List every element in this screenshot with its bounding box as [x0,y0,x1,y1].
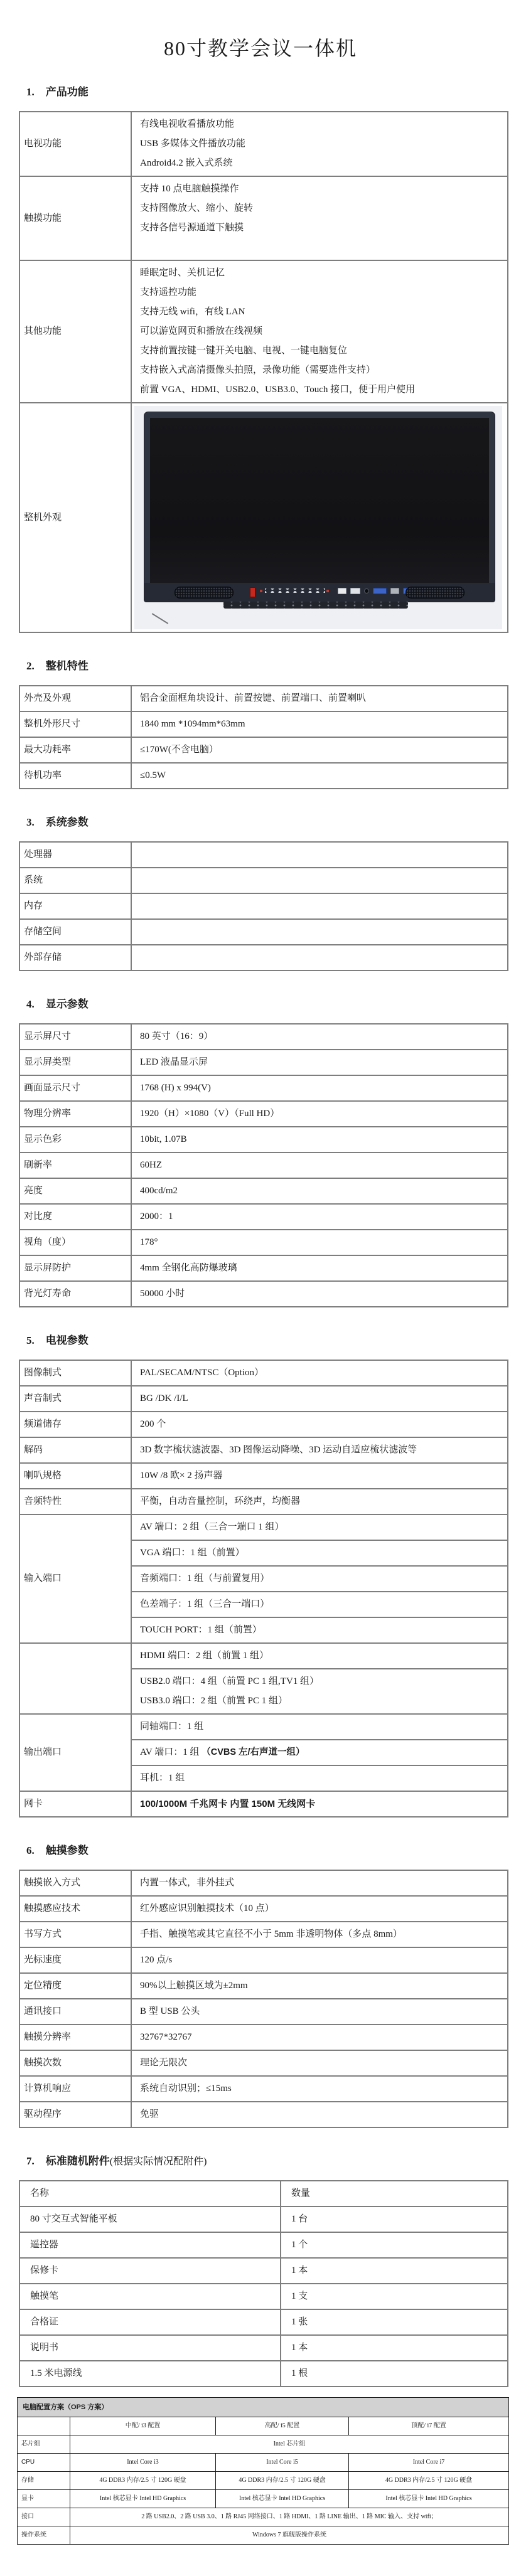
accessory-name: 1.5 米电源线 [19,2361,281,2387]
spec-label: 驱动程序 [19,2102,131,2127]
system-params-table [19,841,508,971]
spec-value-network-card: 100/1000M 千兆网卡 内置 150M 无线网卡 [131,1791,508,1817]
spec-label: 显示色彩 [19,1127,131,1152]
accessory-name: 保修卡 [19,2258,281,2284]
spec-value-empty [131,842,508,868]
spec-value: 32767*32767 [131,2025,508,2050]
section-title: 触摸参数 [45,1844,89,1856]
section-number: 4. [26,998,35,1010]
device-photo [134,406,502,629]
vga-port-icon [373,588,387,594]
accessory-quantity: 1 本 [281,2258,508,2284]
usb-port-icon [350,588,360,594]
ops-value-chipset: Intel 芯片组 [70,2435,509,2454]
table-row [19,1463,508,1489]
spec-value-line: 支持嵌入式高清摄像头拍照，录像功能（需要选件支持） [140,365,376,375]
spec-value: AV 端口：2 组（三合一端口 1 组） [131,1514,508,1540]
spec-label: 视角（度） [19,1230,131,1255]
product-functions-table [19,111,508,633]
machine-features-table [19,685,508,789]
section-number: 7. [26,2155,35,2167]
table-row [19,842,508,868]
spec-label: 图像制式 [19,1360,131,1386]
spec-label: 待机功率 [19,763,131,789]
ops-value-cpu-i7: Intel Core i7 [349,2454,509,2472]
display-params-table [19,1023,508,1307]
table-header-row [19,2181,508,2206]
table-row [19,2050,508,2076]
section-heading-accessories [26,2152,521,2168]
ops-value-storage: 4G DDR3 内存/2.5 寸 120G 硬盘 [216,2472,349,2490]
table-row [19,1127,508,1152]
spec-label: 触摸分辨率 [19,2025,131,2050]
spec-label: 声音制式 [19,1386,131,1412]
spec-value: 2000：1 [131,1204,508,1230]
table-row [18,2454,509,2472]
spec-value: 90%以上触摸区域为±2mm [131,1973,508,1999]
accessory-quantity: 1 个 [281,2232,508,2258]
power-switch [250,587,255,597]
accessory-name: 触摸笔 [19,2284,281,2309]
spec-value: 10bit, 1.07B [131,1127,508,1152]
touch-params-table [19,1870,508,2128]
table-row [19,260,508,403]
spec-label: 触摸感应技术 [19,1896,131,1922]
section-title: 产品功能 [45,86,89,98]
spec-value-line: 睡眠定时、关机记忆 [140,268,225,278]
spec-label-continuation [19,1643,131,1714]
table-row [19,893,508,919]
spec-label-network-card: 网卡 [19,1791,131,1817]
spec-label: 通讯接口 [19,1999,131,2025]
speaker-grille-left [175,587,234,599]
ops-value-cpu-i3: Intel Core i3 [70,2454,216,2472]
section-heading-system-params [26,813,521,829]
accessory-quantity: 1 本 [281,2335,508,2361]
table-row [19,1075,508,1101]
table-row [19,2361,508,2387]
spec-value: 60HZ [131,1152,508,1178]
column-header-name: 名称 [19,2181,281,2206]
ops-label-chipset: 芯片组 [18,2435,70,2454]
table-row [19,2076,508,2102]
table-row [19,763,508,789]
spec-value: 系统自动识别；≤15ms [131,2076,508,2102]
table-row [19,1386,508,1412]
spec-label: 计算机响应 [19,2076,131,2102]
table-row [19,1412,508,1437]
accessory-quantity: 1 台 [281,2206,508,2232]
audio-jack-icon [364,588,369,593]
ops-value-gpu: Intel 核芯显卡 Intel HD Graphics [70,2490,216,2508]
spec-value: 理论无限次 [131,2050,508,2076]
table-row [19,1050,508,1075]
spec-value-emphasis: （CVBS 左/右声道一组） [201,1747,305,1757]
ops-value-os: Windows 7 旗舰版操作系统 [70,2526,509,2545]
section-title: 标准随机附件 [45,2155,110,2167]
table-row [19,1281,508,1307]
table-row [19,945,508,971]
spec-label: 显示屏防护 [19,1255,131,1281]
spec-value: 178° [131,1230,508,1255]
accessory-name: 遥控器 [19,2232,281,2258]
touch-port-icon [390,588,399,594]
spec-label-tv-functions: 电视功能 [19,112,131,176]
column-header-config-i5: 高配/ i5 配置 [216,2417,349,2435]
spec-label: 内存 [19,893,131,919]
spec-label: 触摸嵌入方式 [19,1870,131,1896]
spec-label: 解码 [19,1437,131,1463]
table-row [19,2025,508,2050]
spec-label: 刷新率 [19,1152,131,1178]
accessory-name: 说明书 [19,2335,281,2361]
spec-value: 1920（H）×1080（V）（Full HD） [131,1101,508,1127]
section-number: 5. [26,1334,35,1346]
section-number: 6. [26,1844,35,1856]
page-title: 80寸教学会议一体机 [163,37,357,60]
spec-value: 120 点/s [131,1947,508,1973]
tv-front-view [144,412,495,602]
table-row [19,1999,508,2025]
spec-value: 手指、触摸笔或其它直径不小于 5mm 非透明物体（多点 8mm） [131,1922,508,1947]
spec-value: 平衡，自动音量控制，环绕声，均衡器 [131,1489,508,1514]
column-header-config-i3: 中配/ i3 配置 [70,2417,216,2435]
spec-value-empty [131,919,508,945]
spec-label: 存储空间 [19,919,131,945]
section-title: 系统参数 [45,816,89,828]
spec-value-line: USB2.0 端口：4 组（前置 PC 1 组,TV1 组） [140,1676,320,1686]
spec-value: 同轴端口：1 组 [131,1714,508,1740]
table-row [19,1230,508,1255]
section-number: 1. [26,86,35,98]
table-row [19,2258,508,2284]
table-row [19,403,508,632]
spec-value: 铝合金面框角块设计、前置按键、前置端口、前置喇叭 [131,686,508,711]
spec-label: 音频特性 [19,1489,131,1514]
spec-value-line: Android4.2 嵌入式系统 [140,158,233,168]
spec-value-line: 支持 10 点电脑触摸操作 [140,184,239,194]
table-row [19,176,508,260]
spec-label: 显示屏类型 [19,1050,131,1075]
spec-value: 色差端子：1 组（三合一端口） [131,1592,508,1617]
spec-value: LED 液晶显示屏 [131,1050,508,1075]
tv-params-table [19,1360,508,1818]
table-row [19,919,508,945]
spec-value-line: 支持遥控功能 [140,287,197,297]
ops-value-gpu: Intel 核芯显卡 Intel HD Graphics [216,2490,349,2508]
ops-value-storage: 4G DDR3 内存/2.5 寸 120G 硬盘 [70,2472,216,2490]
spec-value: 4mm 全钢化高防爆玻璃 [131,1255,508,1281]
front-port-cluster [338,587,414,595]
table-row [18,2472,509,2490]
section-title: 整机特性 [45,660,89,672]
spec-label: 画面显示尺寸 [19,1075,131,1101]
spec-value: HDMI 端口：2 组（前置 1 组） [131,1643,508,1669]
accessory-name: 80 寸交互式智能平板 [19,2206,281,2232]
ops-value-storage: 4G DDR3 内存/2.5 寸 120G 硬盘 [349,2472,509,2490]
spec-label: 光标速度 [19,1947,131,1973]
spec-value: ≤0.5W [131,763,508,789]
table-row [19,1643,508,1669]
ops-value-gpu: Intel 核芯显卡 Intel HD Graphics [349,2490,509,2508]
table-row [18,2490,509,2508]
table-row [19,1947,508,1973]
spec-value-line: 支持无线 wifi，有线 LAN [140,307,245,317]
table-row [19,1437,508,1463]
table-row [18,2526,509,2545]
spec-label: 书写方式 [19,1922,131,1947]
table-row [19,1204,508,1230]
section-title: 电视参数 [45,1334,89,1346]
ops-config-table [17,2397,509,2545]
table-row [19,1101,508,1127]
table-row [19,1360,508,1386]
accessory-quantity: 1 支 [281,2284,508,2309]
spec-value-line: 支持各信号源通道下触摸 [140,223,244,233]
spec-label-input-ports: 输入端口 [19,1514,131,1643]
spec-value: 3D 数字梳状滤波器、3D 图像运动降噪、3D 运动自适应梳状滤波等 [131,1437,508,1463]
table-row [19,737,508,763]
section-title: 显示参数 [45,998,89,1010]
section-heading-machine-features [26,657,521,673]
ops-label-storage: 存储 [18,2472,70,2490]
table-row [19,2102,508,2127]
table-row [19,711,508,737]
spec-value-line: 支持前置按键一键开关电脑、电视、一键电脑复位 [140,346,348,356]
table-row [19,2335,508,2361]
spec-value: 内置一体式，非外挂式 [131,1870,508,1896]
spec-value: 免驱 [131,2102,508,2127]
spec-value: 200 个 [131,1412,508,1437]
table-title-row [18,2398,509,2417]
spec-label-appearance: 整机外观 [19,403,131,632]
accessory-name: 合格证 [19,2309,281,2335]
spec-label-output-ports: 输出端口 [19,1714,131,1791]
spec-value-line: 可以游览网页和播放在线视频 [140,326,263,336]
spec-value: 红外感应识别触摸技术（10 点） [131,1896,508,1922]
tv-front-panel [144,583,495,602]
ops-label-io: 接口 [18,2508,70,2526]
spec-label: 外部存储 [19,945,131,971]
spec-label: 定位精度 [19,1973,131,1999]
spec-value: B 型 USB 公头 [131,1999,508,2025]
power-cable [152,613,169,624]
table-row [19,1489,508,1514]
table-row [19,686,508,711]
spec-label: 最大功耗率 [19,737,131,763]
ops-table-title: 电脑配置方案（OPS 方案） [18,2398,509,2417]
table-row [18,2508,509,2526]
spec-value-line: 前置 VGA、HDMI、USB2.0、USB3.0、Touch 接口，便于用户使用 [140,385,416,395]
column-header-config-i7: 顶配/ i7 配置 [349,2417,509,2435]
spec-value-line: 有线电视收看播放功能 [140,119,235,129]
section-title-suffix: (根据实际情况配附件) [109,2156,207,2167]
spec-label: 系统 [19,868,131,893]
spec-label: 喇叭规格 [19,1463,131,1489]
table-row [19,1922,508,1947]
table-row [19,1973,508,1999]
table-row [19,2309,508,2335]
section-heading-product-functions [26,83,521,98]
spec-label: 对比度 [19,1204,131,1230]
table-row [19,1714,508,1740]
section-heading-touch-params [26,1841,521,1857]
section-number: 3. [26,816,35,828]
spec-label: 亮度 [19,1178,131,1204]
spec-value: 1768 (H) x 994(V) [131,1075,508,1101]
table-row [19,1870,508,1896]
spec-value: 400cd/m2 [131,1178,508,1204]
spec-label: 外壳及外观 [19,686,131,711]
spec-value-line: 支持图像放大、缩小、旋转 [140,203,254,213]
table-row [19,1152,508,1178]
table-row [19,1255,508,1281]
table-row [19,2284,508,2309]
ops-value-cpu-i5: Intel Core i5 [216,2454,349,2472]
table-row [18,2435,509,2454]
hdmi-port-icon [338,588,346,594]
spec-value: 80 英寸（16：9） [131,1024,508,1050]
speaker-grille-right [406,587,465,599]
front-control-buttons [265,588,325,593]
ops-value-io: 2 路 USB2.0、2 路 USB 3.0、1 路 RJ45 网络接口、1 路 HDMI、1 路 LINE 输出、1 路 MIC 输入、支持 wifi； [70,2508,509,2526]
spec-value-prefix: AV 端口：1 组 [140,1747,202,1757]
spec-value: 音频端口：1 组（与前置复用） [131,1566,508,1592]
column-header-quantity: 数量 [281,2181,508,2206]
column-header-empty [18,2417,70,2435]
spec-value: 耳机：1 组 [131,1765,508,1791]
spec-value [131,1740,508,1765]
spec-label-touch-functions: 触摸功能 [19,176,131,260]
spec-value: 10W /8 欧× 2 扬声器 [131,1463,508,1489]
section-number: 2. [26,660,35,672]
spec-value: PAL/SECAM/NTSC（Option） [131,1360,508,1386]
spec-value-empty [131,945,508,971]
spec-value-empty [131,893,508,919]
section-heading-display-params [26,995,521,1011]
spec-value-line: USB3.0 端口：2 组（前置 PC 1 组） [140,1696,288,1706]
spec-label: 频道储存 [19,1412,131,1437]
spec-value-line: USB 多媒体文件播放功能 [140,139,245,149]
accessory-quantity: 1 根 [281,2361,508,2387]
vent-tray [223,602,408,609]
spec-value: BG /DK /I/L [131,1386,508,1412]
spec-value-empty [131,868,508,893]
accessory-quantity: 1 张 [281,2309,508,2335]
spec-value: VGA 端口：1 组（前置） [131,1540,508,1566]
spec-label: 显示屏尺寸 [19,1024,131,1050]
spec-label: 背光灯寿命 [19,1281,131,1307]
table-header-row [18,2417,509,2435]
spec-value: TOUCH PORT：1 组（前置） [131,1617,508,1643]
table-row [19,2206,508,2232]
spec-label: 整机外形尺寸 [19,711,131,737]
table-row [19,1514,508,1540]
section-heading-tv-params [26,1331,521,1347]
table-row [19,1024,508,1050]
table-row [19,2232,508,2258]
table-row [19,1791,508,1817]
spec-value: 1840 mm *1094mm*63mm [131,711,508,737]
table-row [19,1896,508,1922]
accessories-table [19,2180,508,2387]
spec-label-other-functions: 其他功能 [19,260,131,403]
table-row [19,1178,508,1204]
tv-screen [150,418,489,583]
spec-value: ≤170W(不含电脑） [131,737,508,763]
spec-label: 物理分辨率 [19,1101,131,1127]
ops-label-cpu: CPU [18,2454,70,2472]
spec-value: 50000 小时 [131,1281,508,1307]
spec-label: 处理器 [19,842,131,868]
table-row [19,112,508,176]
spec-label: 触摸次数 [19,2050,131,2076]
ops-label-os: 操作系统 [18,2526,70,2545]
table-row [19,868,508,893]
ops-label-gpu: 显卡 [18,2490,70,2508]
